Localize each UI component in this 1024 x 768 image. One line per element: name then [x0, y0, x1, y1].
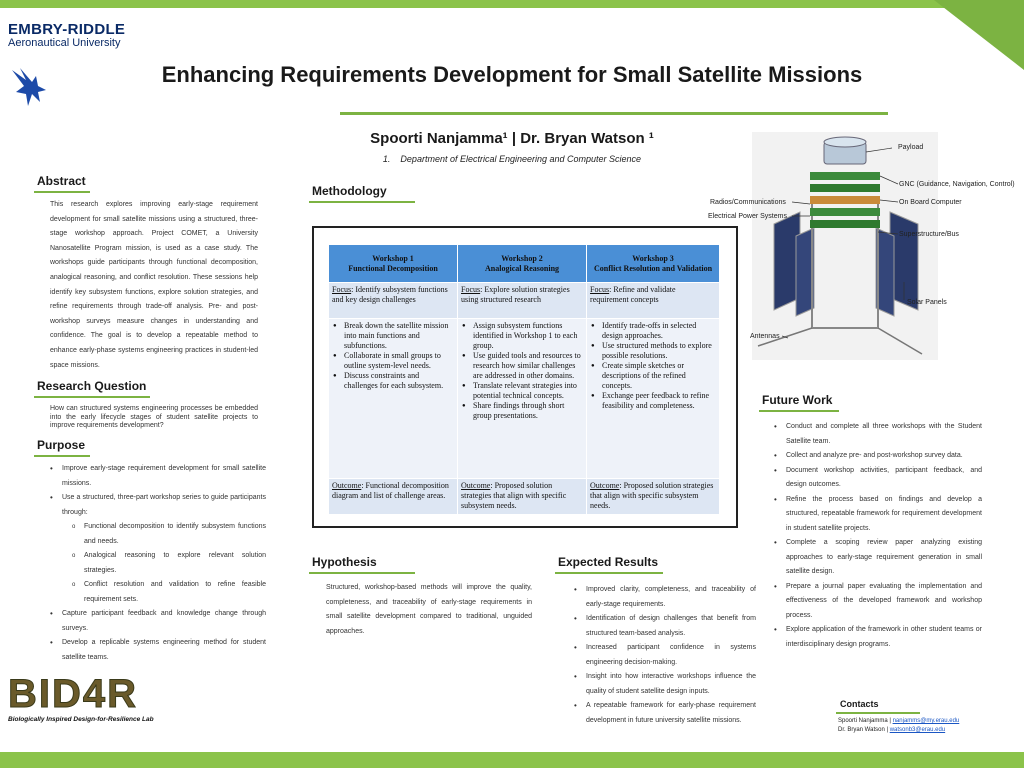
list-item: • Use a structured, three-part workshop series to guide participants through:	[50, 491, 266, 520]
lab-logo	[8, 674, 184, 723]
list-item: • Increased participant confidence in systems engineering decision-making.	[574, 641, 756, 670]
list-item: o Functional decomposition to identify subsystem functions and needs.	[50, 520, 266, 549]
list-item: • Complete a scoping review paper analyzing existing approaches to early-stage requirement generation in small satellite design.	[774, 536, 982, 580]
contacts-block	[838, 717, 959, 735]
contact-row	[838, 726, 959, 735]
title-underline	[340, 112, 888, 115]
list-item: o Conflict resolution and validation to refine feasible requirement sets.	[50, 578, 266, 607]
label-payload: Payload	[898, 144, 924, 151]
label-radios: Radios/Communications	[710, 199, 786, 206]
list-item: • Prepare a journal paper evaluating the implementation and effectiveness of the developed framework and workshop process.	[774, 580, 982, 624]
table-cell-outcome-3: Outcome: Proposed solution strategies that align with specific subsystem needs.	[587, 479, 720, 515]
list-item: • Develop a replicable systems engineering method for student satellite teams.	[50, 636, 266, 665]
list-item: • Conduct and complete all three workshops with the Student Satellite team.	[774, 420, 982, 449]
university-logo	[8, 22, 138, 49]
research-question-text: How can structured systems engineering processes be embedded into the early lifecycle stages of student satellite projects to improve requirements development?	[50, 405, 258, 429]
contact-name: Dr. Bryan Watson |	[838, 727, 890, 733]
table-cell-activities-2: ● Assign subsystem functions identified in Workshop 1 to each group. ● Use guided tools and resources to research how similar challenges are addressed in other domains. ● Translate relevant strategies into potential technical concepts. ● Share findings through short group presentations.	[458, 319, 587, 479]
affiliation: 1. Department of Electrical Engineering and Computer Science	[382, 154, 642, 164]
table-cell-focus-2: Focus: Explore solution strategies using structured research	[458, 283, 587, 319]
eagle-icon	[10, 62, 50, 108]
list-item: • Collect and analyze pre- and post-workshop survey data.	[774, 449, 982, 464]
list-item: • A repeatable framework for early-phase requirement development in future university satellite missions.	[574, 699, 756, 728]
logo-sub-text: Aeronautical University	[8, 37, 121, 49]
abstract-rule	[34, 191, 90, 193]
contacts-heading: Contacts	[840, 699, 879, 709]
methodology-table	[328, 244, 720, 515]
table-cell-outcome-2: Outcome: Proposed solution strategies that align with specific subsystem needs.	[458, 479, 587, 515]
label-gnc: GNC (Guidance, Navigation, Control)	[899, 181, 1015, 188]
expected-results-rule	[555, 572, 663, 574]
table-cell-activities-1: ● Break down the satellite mission into main functions and subfunctions. ● Collaborate in small groups to outline system-level needs. ● Discuss constraints and challenges for each subsystem.	[329, 319, 458, 479]
logo-main-text: EMBRY-RIDDLE	[8, 21, 126, 38]
corner-accent	[934, 0, 1024, 70]
list-item: • Refine the process based on findings and develop a structured, repeatable framework for requirement development in student satellite projects.	[774, 493, 982, 537]
list-item: • Improved clarity, completeness, and traceability of early-stage requirements.	[574, 583, 756, 612]
list-item: o Analogical reasoning to explore relevant solution strategies.	[50, 549, 266, 578]
methodology-heading: Methodology	[312, 184, 387, 198]
table-cell-focus-1: Focus: Identify subsystem functions and key design challenges	[329, 283, 458, 319]
hypothesis-heading: Hypothesis	[312, 555, 377, 569]
label-eps: Electrical Power Systems	[708, 213, 787, 220]
abstract-text: This research explores improving early-stage requirement development for small satellite missions using a structured, three-stage workshop approach. Project COMET, a University Nanosatellite Program mission, is used as a case study. The workshops guide participants through functional decomposition, analogical reasoning, and conflict resolution. These sessions help identify key subsystem functions, explore solution strategies, and refine requirements through trade-off analysis. Pre- and post-workshop surveys measure changes in understanding and confidence. The goal is to develop a repeatable method to enhance early-phase systems engineering practices in student-led space missions.	[50, 201, 258, 369]
methodology-rule	[309, 201, 415, 203]
lab-logo-text: BID4R	[8, 672, 139, 716]
purpose-heading: Purpose	[37, 438, 86, 452]
list-item: • Improve early-stage requirement development for small satellite missions.	[50, 462, 266, 491]
email-link[interactable]: nanjamms@my.erau.edu	[892, 718, 960, 724]
expected-results-list	[574, 583, 756, 728]
contact-row	[838, 717, 959, 726]
label-obc: On Board Computer	[899, 199, 962, 206]
abstract-heading: Abstract	[37, 174, 86, 188]
list-item: • Explore application of the framework in other student teams or interdisciplinary design programs.	[774, 623, 982, 652]
label-antennas: Antennas	[750, 333, 780, 340]
list-item: • Insight into how interactive workshops influence the quality of student satellite design inputs.	[574, 670, 756, 699]
contacts-rule	[836, 712, 920, 714]
contact-name: Spoorti Nanjamma |	[838, 718, 893, 724]
bottom-accent-band	[0, 752, 1024, 768]
research-question-heading: Research Question	[37, 379, 147, 393]
table-cell-activities-3: ● Identify trade-offs in selected design approaches. ● Use structured methods to explore possible resolutions. ● Create simple sketches or descriptions of the refined concepts. ● Exchange peer feedback to refine feasibility and completeness.	[587, 319, 720, 479]
top-accent-band	[0, 0, 1024, 8]
purpose-rule	[34, 455, 90, 457]
future-work-list	[774, 420, 982, 652]
table-header-workshop-3: Workshop 3 Conflict Resolution and Validation	[587, 245, 720, 283]
hypothesis-rule	[309, 572, 415, 574]
label-structure: Superstructure/Bus	[899, 231, 959, 238]
email-link[interactable]: watsonb3@erau.edu	[889, 727, 946, 733]
label-solar-panels: Solar Panels	[907, 299, 947, 306]
table-cell-outcome-1: Outcome: Functional decomposition diagram and list of challenge areas.	[329, 479, 458, 515]
author-line: Spoorti Nanjamma¹ | Dr. Bryan Watson ¹	[370, 130, 654, 147]
lab-name: Biologically Inspired Design-for-Resilience Lab	[8, 716, 154, 723]
future-work-rule	[759, 410, 839, 412]
poster-title: Enhancing Requirements Development for Small Satellite Missions	[161, 62, 863, 87]
satellite-diagram	[752, 132, 938, 360]
table-header-workshop-2: Workshop 2 Analogical Reasoning	[458, 245, 587, 283]
research-question-rule	[34, 396, 150, 398]
purpose-list	[50, 462, 266, 665]
list-item: • Identification of design challenges that benefit from structured team-based analysis.	[574, 612, 756, 641]
list-item: • Document workshop activities, participant feedback, and design outcomes.	[774, 464, 982, 493]
table-cell-focus-3: Focus: Refine and validate requirement concepts	[587, 283, 720, 319]
hypothesis-text: Structured, workshop-based methods will improve the quality, completeness, and traceability of early-stage requirements in small satellite development compared to traditional, unguided approaches.	[326, 584, 532, 635]
future-work-heading: Future Work	[762, 393, 833, 407]
table-header-workshop-1: Workshop 1 Functional Decomposition	[329, 245, 458, 283]
expected-results-heading: Expected Results	[558, 555, 659, 569]
list-item: • Capture participant feedback and knowledge change through surveys.	[50, 607, 266, 636]
